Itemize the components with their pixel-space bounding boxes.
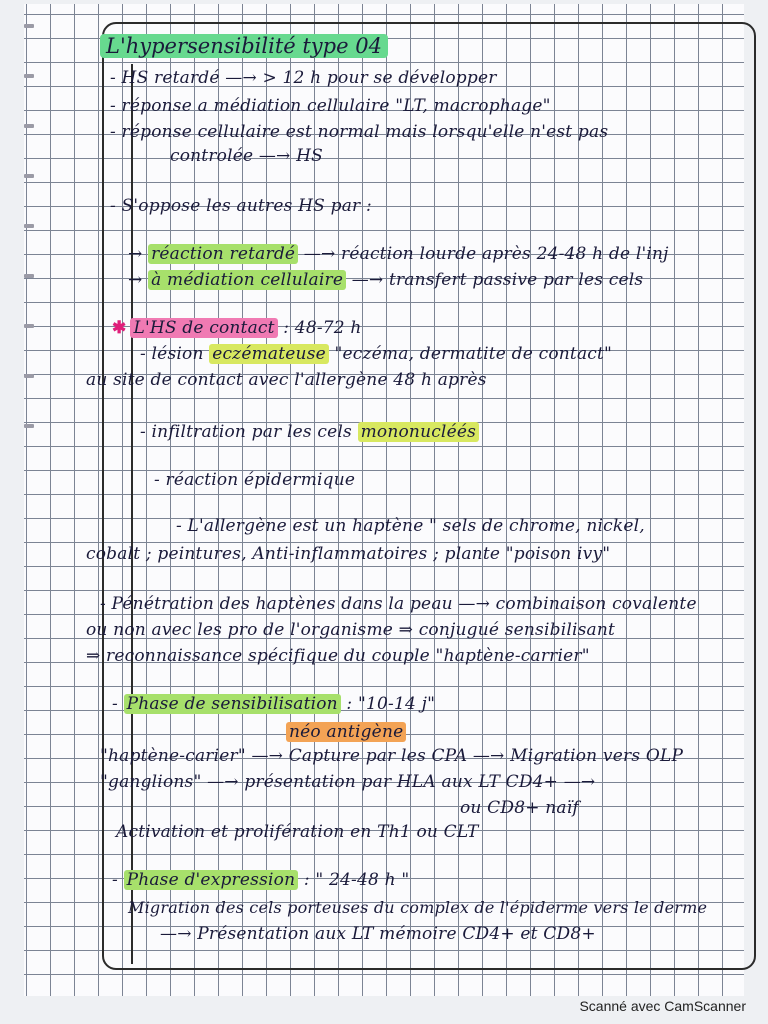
note-line: - Pénétration des haptènes dans la peau —→ combinaison covalente: [100, 594, 697, 614]
highlight: Phase de sensibilisation: [124, 694, 341, 714]
note-line: ✱ L'HS de contact : 48-72 h: [112, 318, 362, 338]
note-line: ⇒ reconnaissance spécifique du couple "haptène-carrier": [86, 646, 590, 666]
note-line: - réaction épidermique: [154, 470, 356, 490]
highlight: eczémateuse: [209, 344, 329, 364]
highlight: L'HS de contact: [130, 318, 277, 338]
highlight: néo antigène: [286, 722, 406, 742]
note-line: ou non avec les pro de l'organisme ⇒ conjugué sensibilisant: [86, 620, 616, 640]
notebook-page: [24, 4, 744, 996]
note-line: - L'allergène est un haptène " sels de chrome, nickel,: [176, 516, 645, 536]
highlight: mononucléés: [358, 422, 479, 442]
highlight: Phase d'expression: [124, 870, 299, 890]
note-line: → à médiation cellulaire —→ transfert passive par les cels: [128, 270, 644, 290]
note-line: - HS retardé —→ > 12 h pour se développer: [110, 68, 497, 88]
page-title: L'hypersensibilité type 04: [100, 34, 388, 58]
binder-holes: [24, 24, 38, 484]
note-line: - Phase de sensibilisation : "10-14 j": [112, 694, 436, 714]
note-line: [286, 722, 406, 742]
note-line: cobalt ; peintures, Anti-inflammatoires ; plante "poison ivy": [86, 544, 611, 564]
note-line: → réaction retardé —→ réaction lourde après 24-48 h de l'inj: [128, 244, 669, 264]
note-line: ou CD8+ naïf: [460, 798, 579, 818]
note-line: - infiltration par les cels mononucléés: [140, 422, 479, 442]
note-line: - S'oppose les autres HS par :: [110, 196, 372, 216]
scanner-watermark: Scanné avec CamScanner: [579, 998, 746, 1014]
star-icon: ✱: [112, 318, 127, 338]
note-line: controlée —→ HS: [170, 146, 323, 166]
note-line: - lésion eczémateuse "eczéma, dermatite de contact": [140, 344, 613, 364]
note-line: - réponse cellulaire est normal mais lorsqu'elle n'est pas: [110, 122, 609, 142]
note-line: Migration des cels porteuses du complex de l'épiderme vers le derme: [128, 898, 708, 917]
note-line: Activation et prolifération en Th1 ou CLT: [116, 822, 479, 842]
note-line: "ganglions" —→ présentation par HLA aux LT CD4+ —→: [100, 772, 596, 792]
note-line: —→ Présentation aux LT mémoire CD4+ et CD8+: [160, 924, 596, 944]
highlight: à médiation cellulaire: [148, 270, 346, 290]
note-line: - Phase d'expression : " 24-48 h ": [112, 870, 410, 890]
note-line: - réponse a médiation cellulaire "LT, macrophage": [110, 96, 551, 116]
note-line: au site de contact avec l'allergène 48 h après: [86, 370, 487, 390]
note-line: "haptène-carier" —→ Capture par les CPA —→ Migration vers OLP: [100, 746, 684, 766]
highlight: réaction retardé: [148, 244, 298, 264]
